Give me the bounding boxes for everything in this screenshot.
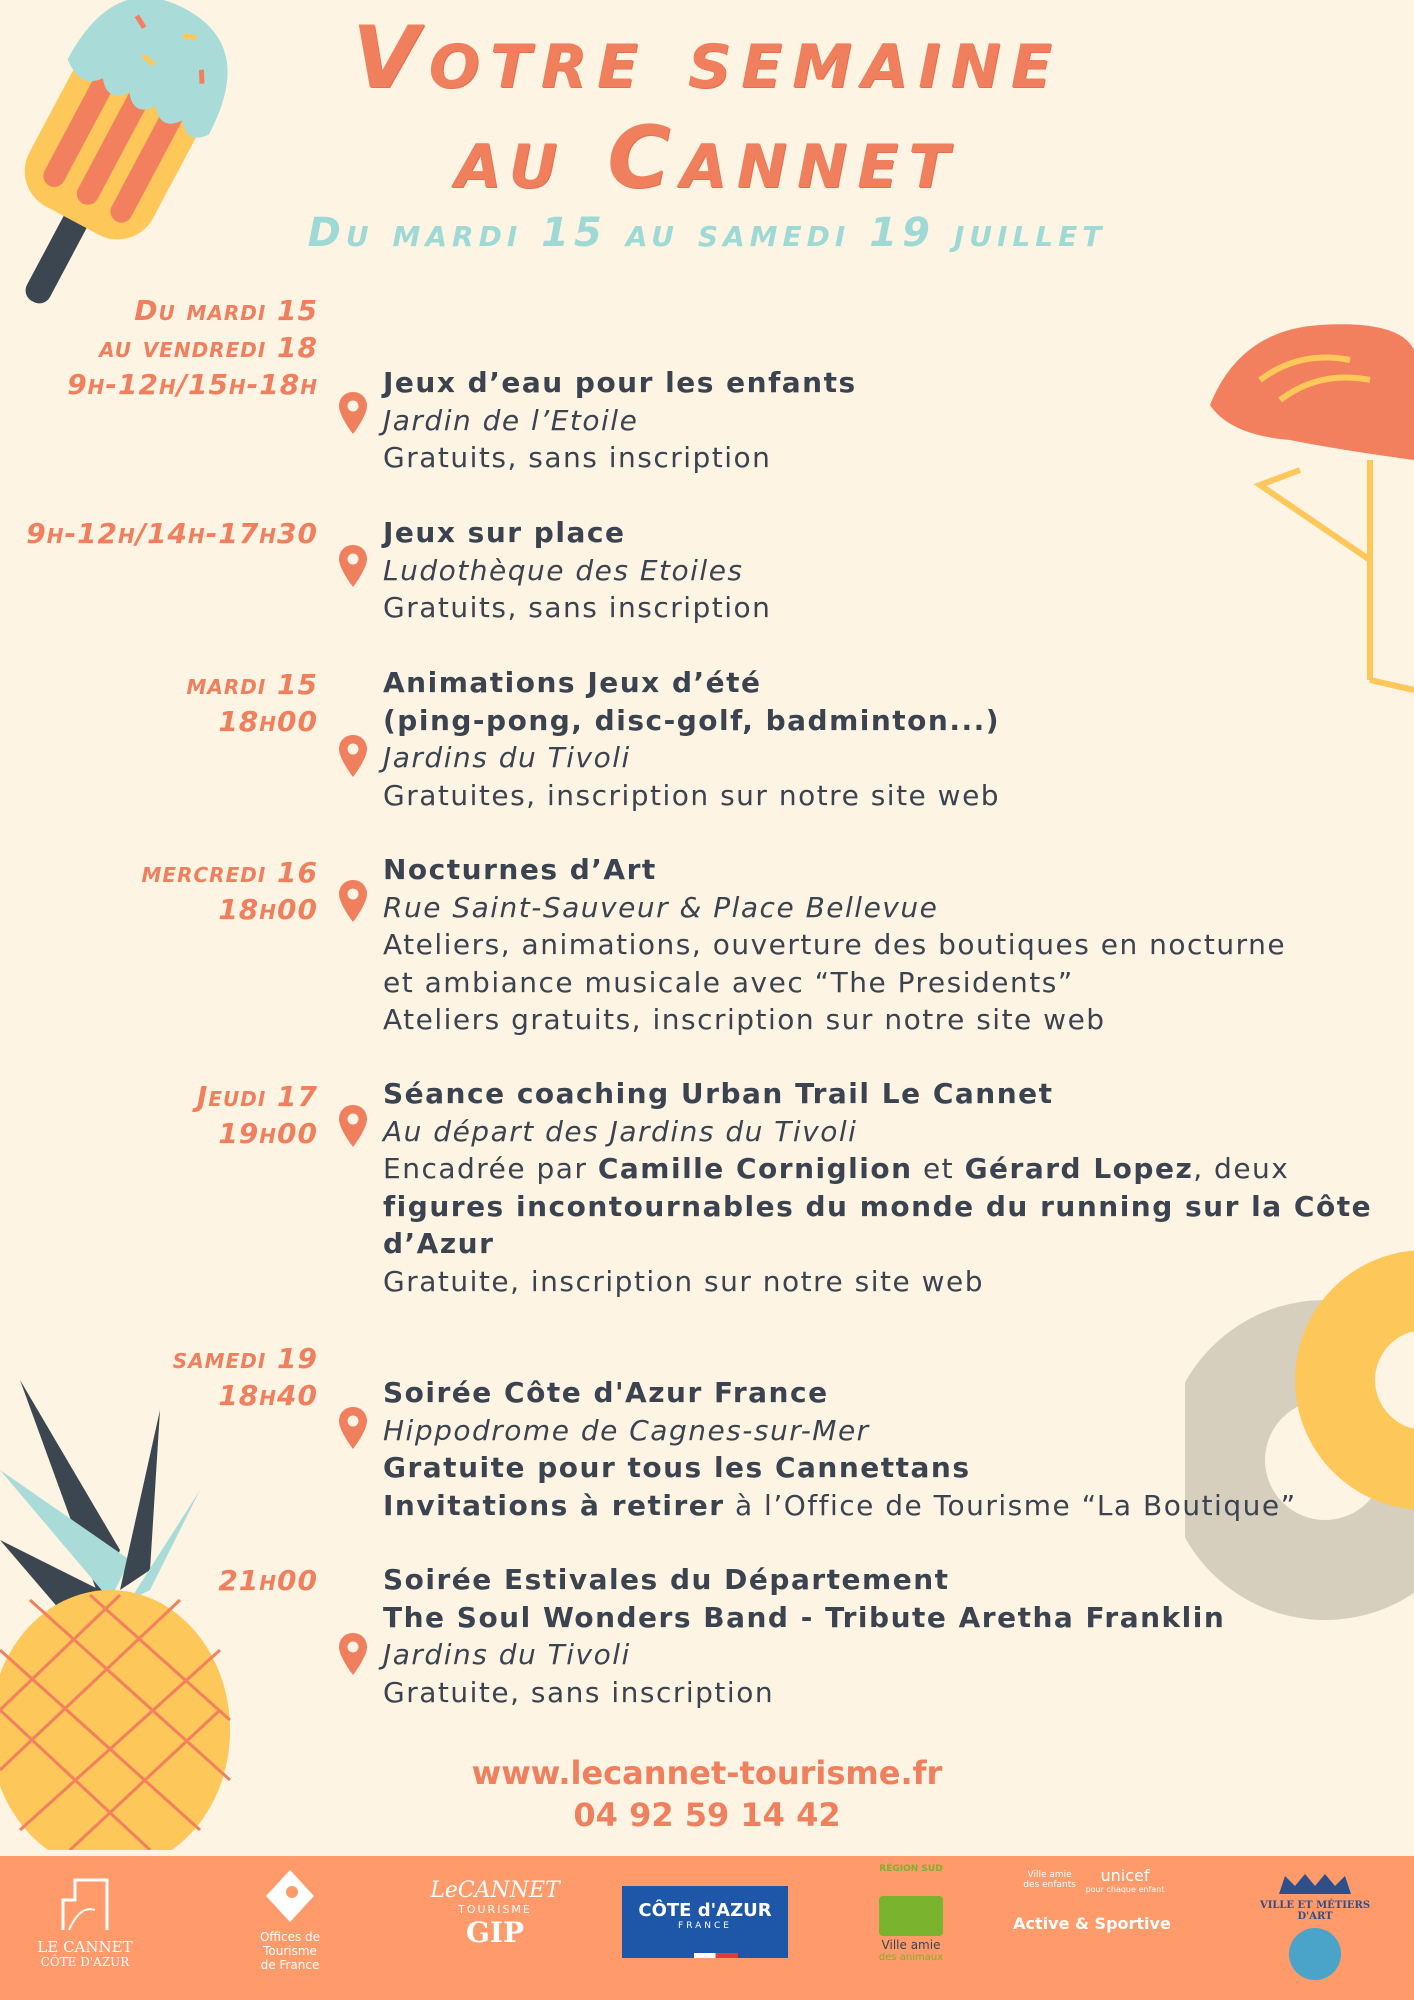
website-link[interactable]: www.lecannet-tourisme.fr	[471, 1754, 943, 1792]
event-subtitle: (ping-pong, disc-golf, badminton...)	[383, 703, 1001, 737]
event-info: Gratuite, inscription sur notre site web	[383, 1264, 984, 1298]
event-desc: figures incontournables du monde du running sur la Côte	[383, 1189, 1373, 1223]
event-desc: Gratuite pour tous les Cannettans	[383, 1451, 971, 1484]
event-desc: Encadrée par Camille Corniglion et Gérard Lopez, deux	[383, 1152, 1290, 1185]
map-pin-icon	[338, 1633, 368, 1675]
lecannet-logo: LE CANNET CÔTE D'AZUR	[30, 1870, 140, 1969]
event-details	[383, 1561, 1393, 1711]
event-details	[383, 514, 1393, 627]
event-title: Jeux sur place	[383, 516, 626, 549]
event-details	[383, 1075, 1393, 1300]
event-desc: Invitations à retirer à l’Office de Tourisme “La Boutique”	[383, 1488, 1297, 1522]
metiers-art-logo: VILLE ET MÉTIERS D'ART	[1250, 1870, 1380, 1980]
event-place: Ludothèque des Etoiles	[383, 553, 744, 587]
unicef-logo: Ville amie des enfants unicef pour chaque enfant Active & Sportive	[1013, 1866, 1171, 1933]
event-info: Gratuits, sans inscription	[383, 591, 772, 624]
phone-number: 04 92 59 14 42	[573, 1796, 841, 1834]
event-info: Gratuites, inscription sur notre site web	[383, 778, 1001, 812]
event-date: mercredi 16 18h00	[141, 856, 318, 926]
offices-tourisme-logo: Offices de Tourisme de France	[240, 1866, 340, 1972]
contact-block	[0, 1752, 1414, 1836]
event-details	[383, 1374, 1393, 1524]
event-date: mardi 15 18h00	[186, 668, 318, 738]
footer-logos	[0, 1856, 1414, 2000]
page-title-line1: Votre semaine	[352, 8, 1062, 108]
event-info: Gratuits, sans inscription	[383, 441, 772, 474]
event-place: Jardins du Tivoli	[383, 1638, 631, 1671]
event-title: Soirée Estivales du Département	[383, 1563, 950, 1596]
map-pin-icon	[338, 545, 368, 587]
map-pin-icon	[338, 1105, 368, 1147]
region-sud-logo: RÉGION SUD Ville amie des animaux	[878, 1864, 944, 1963]
event-date: Du mardi 15 au vendredi 18 9h-12h/15h-18h	[67, 294, 318, 401]
map-pin-icon	[338, 1407, 368, 1449]
event-details	[383, 364, 1393, 477]
event-date: Jeudi 17 19h00	[196, 1080, 318, 1150]
event-title: Animations Jeux d’été	[383, 666, 762, 699]
event-subtitle: The Soul Wonders Band - Tribute Aretha Franklin	[383, 1600, 1226, 1634]
event-place: Au départ des Jardins du Tivoli	[383, 1114, 858, 1148]
event-place: Hippodrome de Cagnes-sur-Mer	[383, 1413, 870, 1447]
event-date: 21h00	[218, 1564, 318, 1597]
offices-tourisme-icon	[260, 1866, 320, 1926]
lecannet-emblem-icon	[55, 1870, 115, 1936]
event-title: Séance coaching Urban Trail Le Cannet	[383, 1077, 1054, 1110]
event-place: Jardin de l’Etoile	[383, 403, 639, 437]
event-desc: d’Azur	[383, 1227, 495, 1260]
event-title: Nocturnes d’Art	[383, 853, 657, 886]
event-desc: et ambiance musicale avec “The Presidents”	[383, 965, 1074, 999]
event-title: Soirée Côte d'Azur France	[383, 1376, 829, 1409]
event-date: 9h-12h/14h-17h30	[26, 517, 318, 550]
map-pin-icon	[338, 735, 368, 777]
event-desc: Ateliers, animations, ouverture des boutiques en nocturne	[383, 928, 1287, 961]
event-info: Ateliers gratuits, inscription sur notre site web	[383, 1003, 1106, 1036]
event-info: Gratuite, sans inscription	[383, 1675, 775, 1709]
crown-icon	[1275, 1870, 1355, 1896]
event-place: Jardins du Tivoli	[383, 741, 631, 774]
page-title-line2: au Cannet	[454, 108, 960, 208]
gip-logo: LeCANNET TOURISME GIP	[430, 1878, 560, 1949]
event-details	[383, 851, 1393, 1039]
event-details	[383, 664, 1393, 814]
event-date: samedi 19 18h40	[172, 1342, 318, 1412]
cotedazur-logo: CÔTE d'AZUR FRANCE	[622, 1886, 788, 1958]
event-title: Jeux d’eau pour les enfants	[383, 366, 857, 399]
page-subtitle: Du mardi 15 au samedi 19 juillet	[307, 210, 1107, 256]
event-place: Rue Saint-Sauveur & Place Bellevue	[383, 890, 939, 924]
map-pin-icon	[338, 880, 368, 922]
map-pin-icon	[338, 392, 368, 434]
